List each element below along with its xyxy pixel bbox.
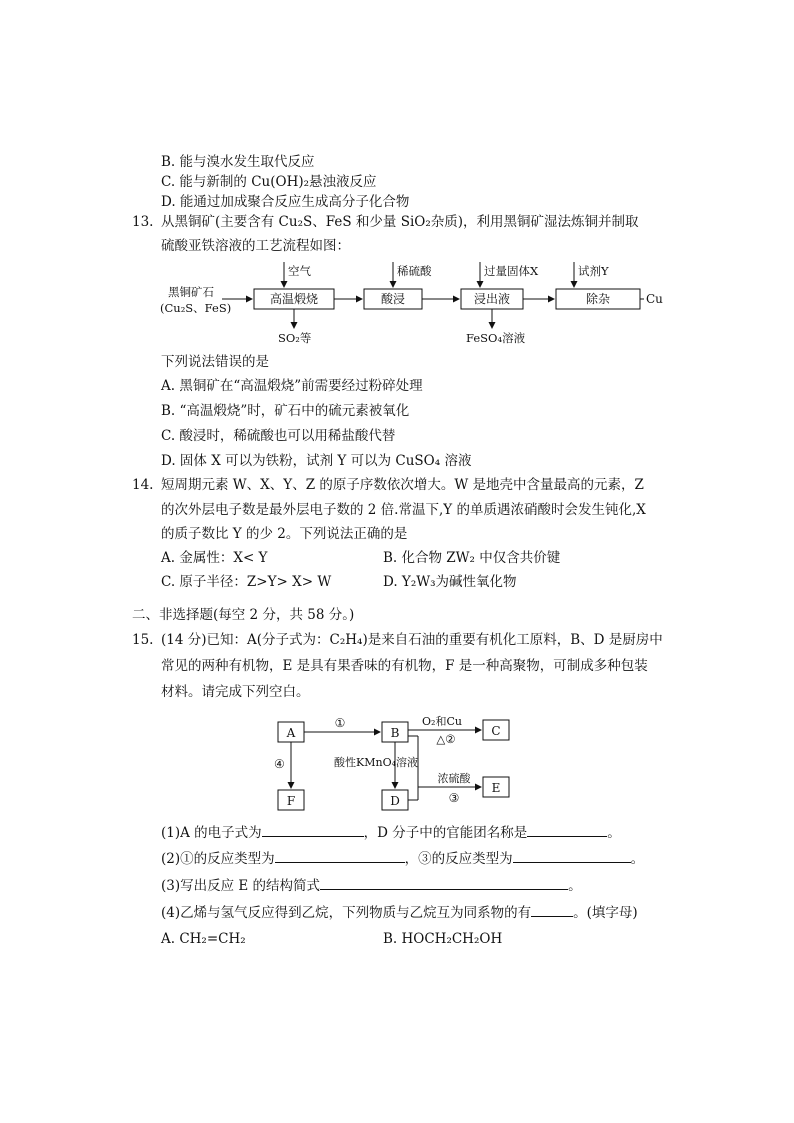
reaction-scheme-diagram bbox=[270, 712, 520, 816]
question-14-option-b: B. 化合物 ZW₂ 中仅含共价键 bbox=[383, 550, 561, 566]
q15-sub4 bbox=[161, 902, 638, 923]
q15-sub1-text-c: 。 bbox=[607, 825, 621, 841]
question-15-number: 15. bbox=[132, 632, 154, 648]
scheme-label-4: ④ bbox=[274, 757, 285, 771]
question-14-option-c: C. 原子半径：Z>Y> X> W bbox=[161, 574, 332, 590]
flow-input-formula: (Cu₂S、FeS) bbox=[160, 301, 232, 315]
q15-sub4-blank[interactable] bbox=[531, 902, 573, 917]
question-14-line2: 的次外层电子数是最外层电子数的 2 倍.常温下,Y 的单质遇浓硝酸时会发生钝化,X bbox=[161, 502, 646, 518]
flow-feso4-label: FeSO₄溶液 bbox=[466, 331, 526, 345]
flow-box-impurity-removal-label: 除杂 bbox=[585, 292, 611, 306]
question-13-stem-line2: 硫酸亚铁溶液的工艺流程如图： bbox=[161, 238, 350, 254]
flow-so2-label: SO₂等 bbox=[278, 331, 312, 345]
flow-box-roasting-label: 高温煅烧 bbox=[269, 292, 319, 306]
q12-option-d: D. 能通过加成聚合反应生成高分子化合物 bbox=[161, 194, 410, 210]
question-14-option-d: D. Y₂W₃为碱性氧化物 bbox=[383, 574, 517, 590]
q15-sub1-blank1[interactable] bbox=[262, 822, 364, 837]
q15-sub2-blank2[interactable] bbox=[513, 848, 631, 863]
scheme-label-2: △② bbox=[436, 732, 456, 746]
q12-option-b: B. 能与溴水发生取代反应 bbox=[161, 154, 315, 170]
q15-sub2-blank1[interactable] bbox=[275, 848, 405, 863]
scheme-label-h2so4: 浓硫酸 bbox=[437, 772, 471, 785]
scheme-box-d-label: D bbox=[390, 794, 400, 808]
q15-sub2-text-c: 。 bbox=[630, 851, 645, 867]
q15-sub4-text-b: 。(填字母) bbox=[573, 905, 638, 921]
q15-option-a: A. CH₂=CH₂ bbox=[161, 931, 246, 947]
q15-option-b: B. HOCH₂CH₂OH bbox=[383, 931, 503, 947]
section-2-title: 二、非选择题(每空 2 分，共 58 分。) bbox=[132, 607, 355, 623]
question-15-line1: (14 分)已知：A(分子式为：C₂H₄)是来自石油的重要有机化工原料，B、D 是厨房中 bbox=[161, 632, 663, 648]
flow-box-leachate-label: 浸出液 bbox=[473, 292, 511, 306]
question-14-option-a: A. 金属性：X< Y bbox=[161, 550, 268, 566]
question-15-line2: 常见的两种有机物，E 是具有果香味的有机物，F 是一种高聚物，可制成多种包装 bbox=[161, 658, 648, 674]
question-13-number: 13. bbox=[132, 214, 154, 230]
q15-sub3 bbox=[161, 875, 582, 896]
question-14-line1: 短周期元素 W、X、Y、Z 的原子序数依次增大。W 是地壳中含量最高的元素，Z bbox=[161, 477, 644, 493]
scheme-label-o2-cu: O₂和Cu bbox=[422, 715, 462, 728]
q12-option-c: C. 能与新制的 Cu(OH)₂悬浊液反应 bbox=[161, 174, 377, 190]
question-13-option-a: A. 黑铜矿在“高温煅烧”前需要经过粉碎处理 bbox=[161, 378, 423, 394]
q15-sub1-text-b: ，D 分子中的官能团名称是 bbox=[363, 825, 528, 841]
flow-output-cu: Cu bbox=[646, 292, 663, 306]
scheme-box-a-label: A bbox=[286, 726, 296, 740]
flow-input-label: 黑铜矿石 bbox=[168, 285, 214, 299]
scheme-label-3: ③ bbox=[448, 791, 460, 805]
scheme-label-1: ① bbox=[334, 716, 346, 730]
question-13-option-d: D. 固体 X 可以为铁粉，试剂 Y 可以为 CuSO₄ 溶液 bbox=[161, 453, 472, 469]
scheme-box-b-label: B bbox=[390, 726, 400, 740]
scheme-box-e-label: E bbox=[491, 781, 501, 795]
q15-sub1-blank2[interactable] bbox=[527, 822, 607, 837]
q15-sub2-text-b: ，③的反应类型为 bbox=[404, 851, 513, 867]
q15-sub3-text-b: 。 bbox=[568, 878, 582, 894]
question-14-number: 14. bbox=[132, 477, 154, 493]
q15-sub2-text-a: (2)①的反应类型为 bbox=[161, 851, 275, 867]
flow-box-acid-leach-label: 酸浸 bbox=[380, 292, 406, 306]
scheme-box-f-label: F bbox=[286, 794, 296, 808]
flow-air-label: 空气 bbox=[288, 264, 311, 278]
scheme-label-kmno4: 酸性KMnO₄溶液 bbox=[334, 756, 418, 769]
question-13-option-c: C. 酸浸时，稀硫酸也可以用稀盐酸代替 bbox=[161, 428, 396, 444]
q15-sub1-text-a: (1)A 的电子式为 bbox=[161, 825, 262, 841]
flow-reagent-y-label: 试剂Y bbox=[578, 264, 609, 278]
process-flow-diagram bbox=[160, 258, 670, 350]
q15-sub4-text-a: (4)乙烯与氢气反应得到乙烷，下列物质与乙烷互为同系物的有 bbox=[161, 905, 532, 921]
question-14-line3: 的质子数比 Y 的少 2。下列说法正确的是 bbox=[161, 526, 408, 542]
q15-sub1 bbox=[161, 822, 621, 843]
question-13-option-b: B. “高温煅烧”时，矿石中的硫元素被氧化 bbox=[161, 403, 410, 419]
q15-sub3-text-a: (3)写出反应 E 的结构简式 bbox=[161, 878, 321, 894]
scheme-box-c-label: C bbox=[491, 724, 501, 738]
flow-solid-x-label: 过量固体X bbox=[484, 264, 539, 278]
question-13-stem-line1: 从黑铜矿(主要含有 Cu₂S、FeS 和少量 SiO₂杂质)，利用黑铜矿湿法炼铜并制取 bbox=[161, 214, 639, 230]
question-15-line3: 材料。请完成下列空白。 bbox=[161, 684, 310, 700]
question-13-prompt: 下列说法错误的是 bbox=[161, 354, 269, 370]
q15-sub2 bbox=[161, 848, 644, 869]
q15-sub3-blank[interactable] bbox=[320, 875, 568, 890]
flow-acid-label: 稀硫酸 bbox=[397, 264, 432, 278]
